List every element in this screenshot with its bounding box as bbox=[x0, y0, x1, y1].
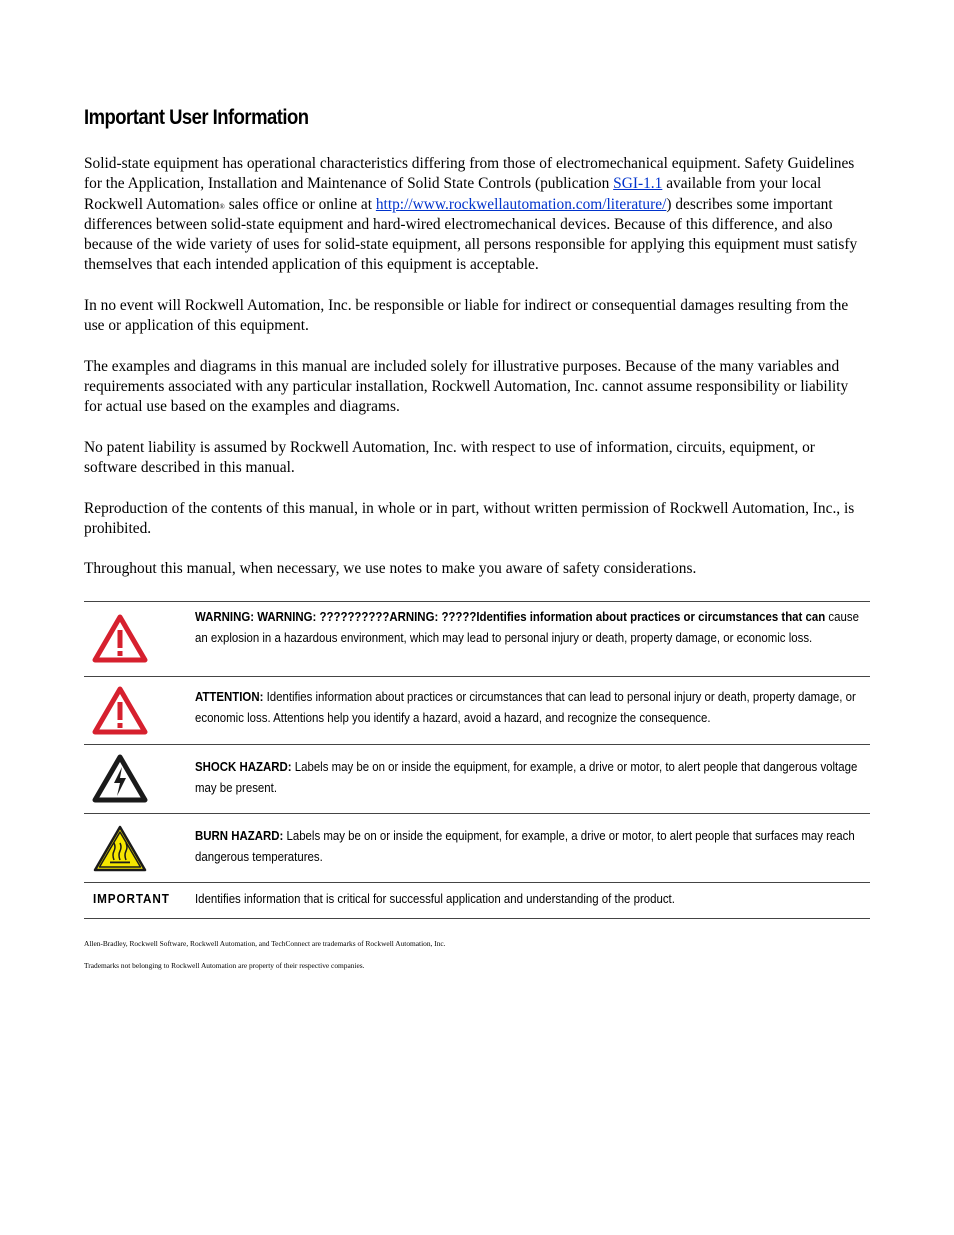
warning-notice bbox=[84, 602, 870, 677]
sgi-link[interactable]: SGI-1.1 bbox=[613, 175, 663, 193]
page-title: Important User Information bbox=[84, 106, 309, 129]
registered-mark: ® bbox=[219, 202, 225, 211]
paragraph-text: available from your local Rockwell Automation bbox=[84, 175, 822, 213]
paragraph-liability: In no event will Rockwell Automation, Inc. be responsible or liable for indirect or consequential damages resulting from the use or application of this equipment. bbox=[84, 296, 849, 335]
paragraph-reproduction: Reproduction of the contents of this manual, in whole or in part, without written permission of Rockwell Automation, Inc., is prohibited. bbox=[84, 499, 855, 537]
burn-hazard-text bbox=[195, 826, 855, 867]
paragraph-notes: Throughout this manual, when necessary, we use notes to make you aware of safety considerations. bbox=[84, 560, 697, 578]
paragraph-patent: No patent liability is assumed by Rockwell Automation, Inc. with respect to use of information, circuits, equipment, or software described in this manual. bbox=[84, 438, 815, 477]
paragraph-text: Solid-state equipment has operational characteristics differing from those of electromechanical equipment. Safety Guidelines for the Application, Installation and Maintenance of Solid State Controls (publication bbox=[84, 155, 855, 193]
paragraph-text: ) describes some important differences between solid-state equipment and hard-wired electromechanical devices. Because of this difference, and also because of the wide variety of uses for solid-state equipment, all persons responsible for applying this equipment must satisfy themselves that each intended application of this equipment is acceptable. bbox=[84, 195, 858, 274]
burn-hazard-description: Labels may be on or inside the equipment, for example, a drive or motor, to alert people that surfaces may reach dangerous temperatures. bbox=[195, 828, 855, 864]
important-label: IMPORTANT bbox=[93, 891, 170, 906]
third-party-trademark-footnote: Trademarks not belonging to Rockwell Automation are property of their respective companies. bbox=[84, 961, 365, 970]
paragraph-examples: The examples and diagrams in this manual are included solely for illustrative purposes. Because of the many variables and requirements associated with any particular installation, Rockwell Automation, Inc. cannot assume responsibility or liability for actual use based on the examples and diagrams. bbox=[84, 357, 849, 416]
attention-description: Identifies information about practices or circumstances that can lead to personal injury or death, property damage, or economic loss. Attentions help you identify a hazard, avoid a hazard, and recognize the consequence. bbox=[195, 689, 856, 725]
body-text bbox=[84, 154, 870, 600]
attention-notice bbox=[84, 677, 870, 745]
literature-link[interactable]: http://www.rockwellautomation.com/literature/ bbox=[375, 195, 667, 213]
attention-triangle-icon bbox=[92, 686, 148, 736]
warning-description: cause an explosion in a hazardous environment, which may lead to personal injury or death, property damage, or economic loss. bbox=[195, 609, 859, 645]
shock-hazard-label: SHOCK HAZARD: bbox=[195, 759, 292, 774]
important-notice bbox=[84, 883, 870, 919]
safety-notice-table bbox=[84, 601, 870, 919]
attention-text bbox=[195, 687, 856, 728]
shock-hazard-text bbox=[195, 757, 858, 798]
warning-label: WARNING: WARNING: ??????????ARNING: ?????Identifies information about practices or circumstances that can bbox=[195, 609, 826, 624]
paragraph-safety-guidelines bbox=[84, 154, 870, 276]
shock-hazard-icon bbox=[92, 754, 148, 804]
warning-text bbox=[195, 607, 859, 648]
trademark-footnote: Allen-Bradley, Rockwell Software, Rockwell Automation, and TechConnect are trademarks of Rockwell Automation, Inc. bbox=[84, 939, 446, 948]
warning-triangle-icon bbox=[92, 614, 148, 664]
burn-hazard-label: BURN HAZARD: bbox=[195, 828, 284, 843]
burn-hazard-icon bbox=[92, 824, 148, 874]
important-text bbox=[195, 889, 780, 910]
attention-label: ATTENTION: bbox=[195, 689, 264, 704]
shock-hazard-notice bbox=[84, 745, 870, 814]
burn-hazard-notice bbox=[84, 814, 870, 883]
important-description: Identifies information that is critical for successful application and understanding of the product. bbox=[195, 891, 675, 906]
paragraph-text: sales office or online at bbox=[224, 195, 376, 213]
shock-hazard-description: Labels may be on or inside the equipment, for example, a drive or motor, to alert people that dangerous voltage may be present. bbox=[195, 759, 858, 795]
